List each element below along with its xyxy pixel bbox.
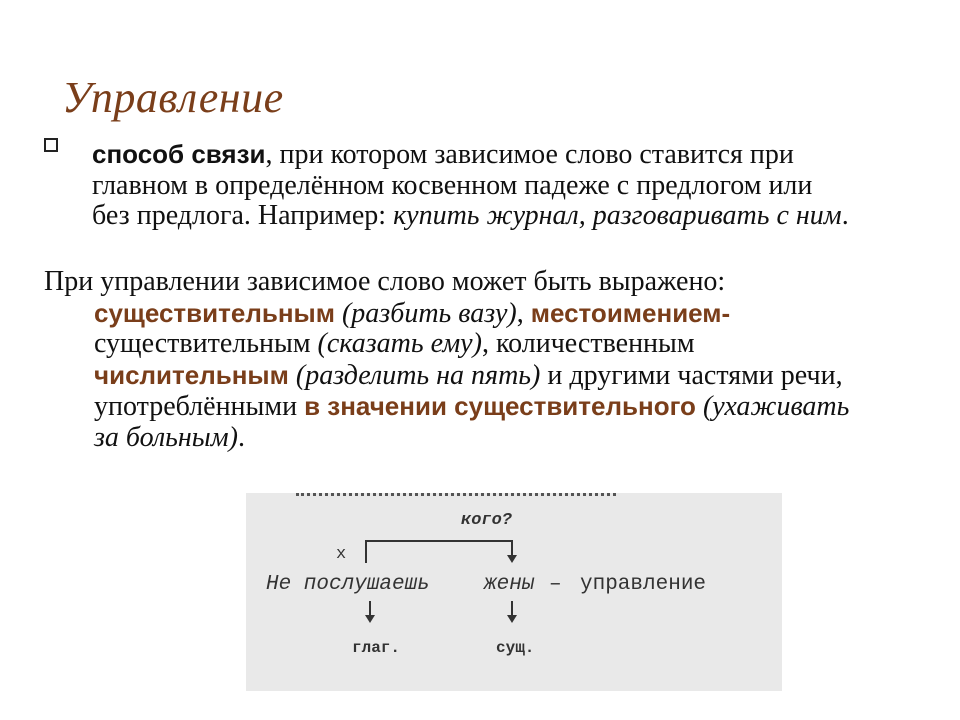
government-diagram — [246, 493, 782, 691]
definition-term: способ связи — [92, 139, 266, 169]
diagram-dash: – — [549, 573, 562, 596]
term-noun: существительным — [94, 297, 335, 328]
example-noun: (разбить вазу) — [334, 297, 517, 329]
term-meaning: в значении существительного — [304, 391, 696, 421]
diagram-verb: Не послушаешь — [266, 573, 430, 596]
example-pronoun: (сказать ему) — [310, 328, 482, 359]
pronoun-rest: существительным — [94, 328, 311, 359]
diagram-verb-abbr: глаг. — [352, 639, 401, 657]
term-pronoun: местоимением- — [530, 297, 731, 328]
expression-end: . — [237, 421, 245, 453]
expression-paragraph — [44, 267, 864, 453]
bullet-square-icon — [44, 138, 58, 152]
diagram-cross: x — [336, 545, 347, 564]
middle-text: , количественным — [481, 328, 695, 359]
example-numeral: (разделить на пять) — [288, 359, 541, 391]
expression-lead: При управлении зависимое слово может быть выражено: — [44, 266, 726, 297]
definition-paragraph — [92, 139, 852, 232]
comma: , — [516, 297, 531, 329]
diagram-label: управление — [580, 573, 707, 596]
term-numeral: числительным — [94, 359, 289, 390]
example-meaning: (ухаживать за больным) — [94, 391, 850, 453]
expression-list — [44, 298, 864, 454]
definition-text: , при котором зависимое слово ставится при главном в определённом косвенном падеже с предлогом или без предлога. Например: — [92, 139, 813, 231]
diagram-question: кого? — [461, 511, 513, 530]
slide-title: Управление — [62, 73, 284, 122]
others-text: и другими частями речи, употреблёнными — [94, 359, 843, 422]
definition-end: . — [841, 200, 849, 231]
definition-example: купить журнал, разговаривать с ним — [393, 200, 842, 231]
diagram-noun: жены — [484, 573, 535, 596]
diagram-noun-abbr: сущ. — [496, 639, 535, 657]
